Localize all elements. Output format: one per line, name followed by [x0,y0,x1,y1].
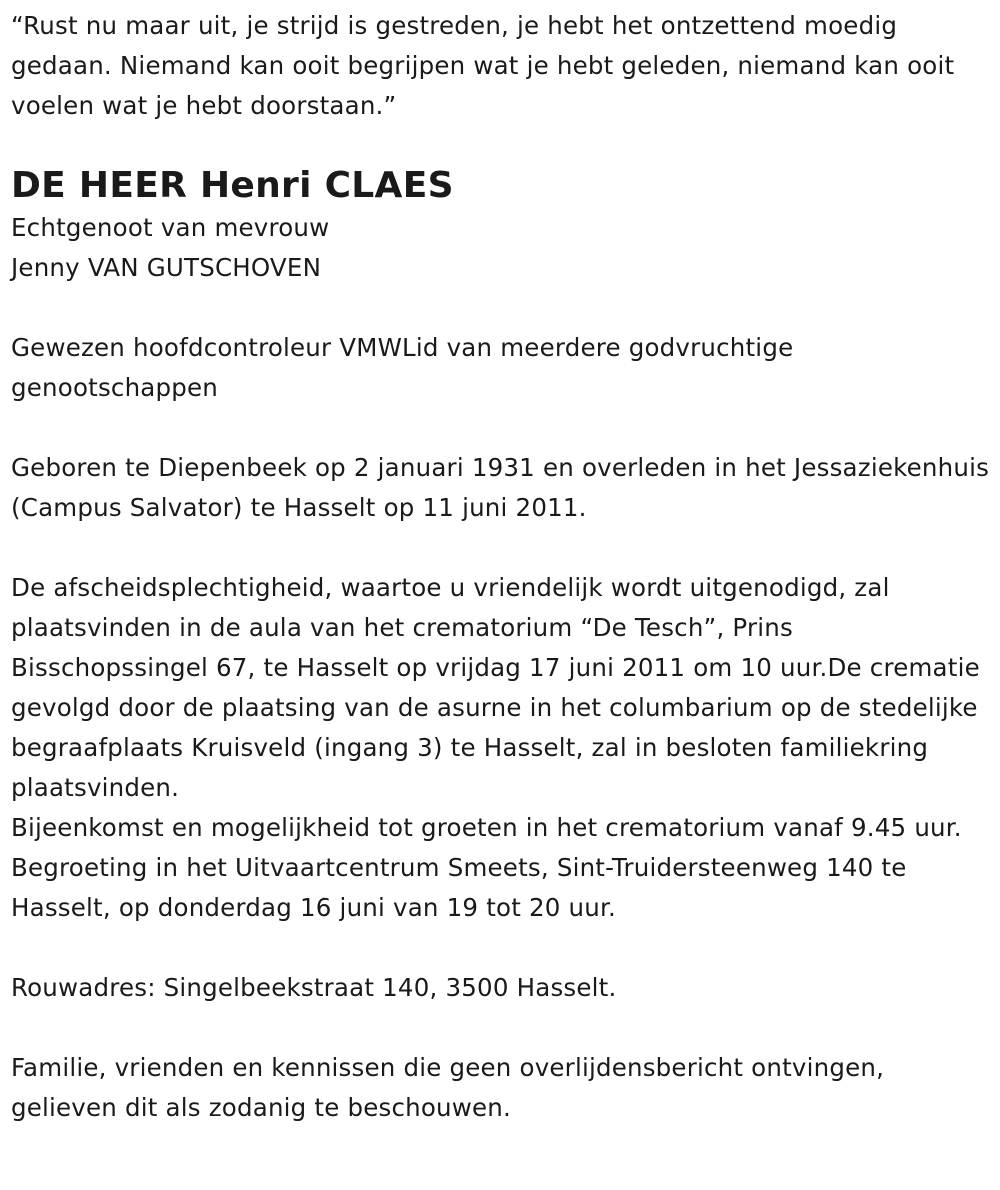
deceased-name: DE HEER Henri CLAES [11,165,454,206]
spouse-line-1: Echtgenoot van mevrouw [11,213,330,242]
spouse-line-2: Jenny VAN GUTSCHOVEN [11,253,322,282]
ceremony-paragraph: De afscheidsplechtigheid, waartoe u vriendelijk wordt uitgenodigd, zal plaatsvinden in de aula van het crematorium “De Tesch”, Prins Bisschopssingel 67, te Hasselt op vrijdag 17 juni 2011 om 10 uur.De crematie gevolgd door de plaatsing van de asurne in het columbarium op de stedelijke begraafplaats Kruisveld (ingang 3) te Hasselt, zal in besloten familiekring plaatsvinden. [11,573,980,802]
occupation-paragraph: Gewezen hoofdcontroleur VMWLid van meerdere godvruchtige genootschappen [11,333,794,402]
birth-death-paragraph: Geboren te Diepenbeek op 2 januari 1931 en overleden in het Jessaziekenhuis (Campus Salvator) te Hasselt op 11 juni 2011. [11,453,990,522]
quote-paragraph: “Rust nu maar uit, je strijd is gestreden, je hebt het ontzettend moedig gedaan. Niemand kan ooit begrijpen wat je hebt geleden, niemand kan ooit voelen wat je hebt doorstaan.” [11,11,955,120]
spacer [11,928,991,968]
address-paragraph: Rouwadres: Singelbeekstraat 140, 3500 Hasselt. [11,973,617,1002]
spacer [11,1008,991,1048]
greeting-paragraph: Begroeting in het Uitvaartcentrum Smeets, Sint-Truidersteenweg 140 te Hasselt, op donderdag 16 juni van 19 tot 20 uur. [11,853,907,922]
spacer [11,528,991,568]
spacer [11,408,991,448]
obituary-document [11,6,991,1128]
spacer [11,288,991,328]
gathering-paragraph: Bijeenkomst en mogelijkheid tot groeten in het crematorium vanaf 9.45 uur. [11,813,962,842]
closing-paragraph: Familie, vrienden en kennissen die geen overlijdensbericht ontvingen, gelieven dit als zodanig te beschouwen. [11,1053,885,1122]
